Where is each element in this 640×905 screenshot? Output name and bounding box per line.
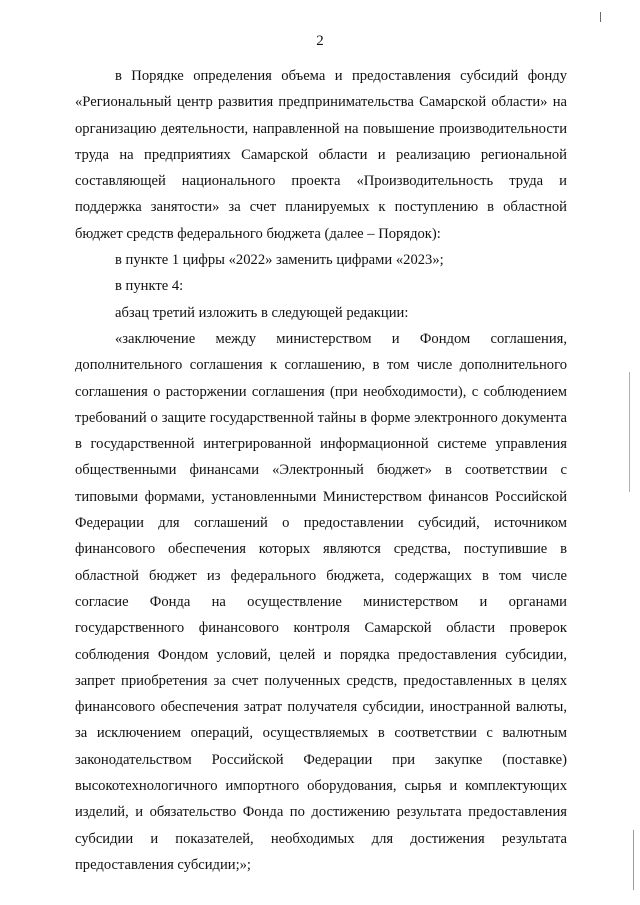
- page-number: 2: [316, 33, 324, 49]
- scan-edge-mark: [629, 372, 630, 492]
- paragraph-order-title: в Порядке определения объема и предоставления субсидий фонду «Региональный центр развития предпринимательства Самарской области» на организацию деятельности, направленной на повышение производительности труда на предприятиях Самарской области и реализацию региональной составляющей национального проекта «Производительность труда и поддержка занятости» за счет планируемых к поступлению в областной бюджет средств федерального бюджета (далее – Порядок):: [75, 68, 567, 242]
- scan-edge-mark: [633, 830, 634, 890]
- paragraph-point-4: в пункте 4:: [115, 278, 184, 295]
- paragraph-agreement-text: «заключение между министерством и Фондом соглашения, дополнительного соглашения к соглашению, в том числе дополнительного соглашения о расторжении соглашения (при необходимости), с соблюдением требований о защите государственной тайны в форме электронного документа в государственной интегрированной информационной системе управления общественными финансами «Электронный бюджет» в соответствии с типовыми формами, установленными Министерством финансов Российской Федерации для соглашений о предоставлении субсидий, источником финансового обеспечения которых являются средства, поступившие в областной бюджет из федерального бюджета, содержащих в том числе согласие Фонда на осуществление министерством и органами государственного финансового контроля Самарской области проверок соблюдения Фондом условий, целей и порядка предоставления субсидии, запрет приобретения за счет полученных средств, предоставленных в целях финансового обеспечения затрат получателя субсидии, иностранной валюты, за исключением операций, осуществляемых в соответствии с валютным законодательством Российской Федерации при закупке (поставке) высокотехнологичного импортного оборудования, сырья и комплектующих изделий, и обязательство Фонда по достижению результата предоставления субсидии и показателей, необходимых для достижения результата предоставления субсидии;»;: [75, 330, 567, 873]
- document-body: [75, 63, 567, 878]
- scan-edge-mark: [600, 12, 601, 22]
- paragraph-point-1: в пункте 1 цифры «2022» заменить цифрами «2023»;: [115, 252, 444, 269]
- paragraph-third-clause: абзац третий изложить в следующей редакции:: [115, 304, 409, 321]
